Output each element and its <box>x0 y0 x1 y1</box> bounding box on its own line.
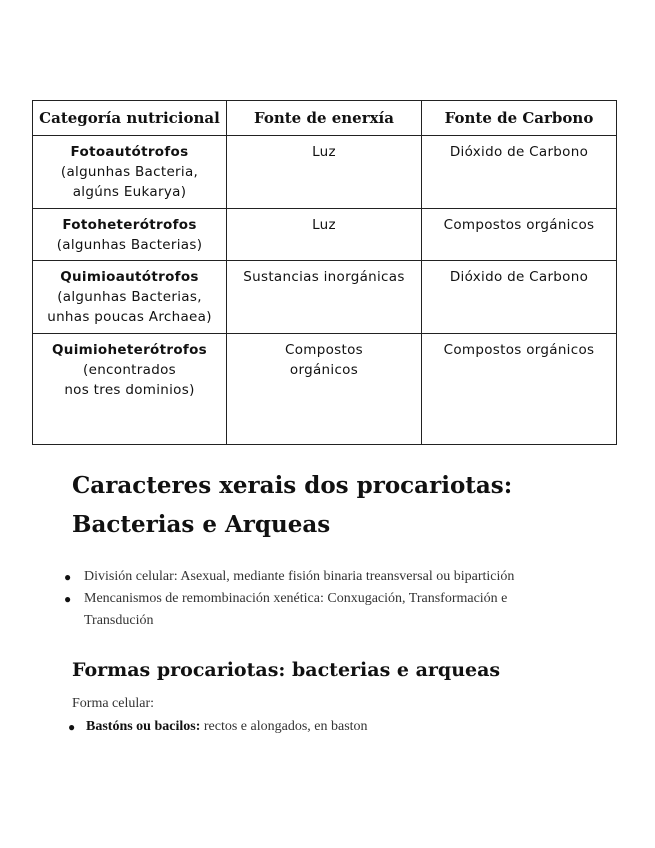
shape-term: Bastóns ou bacilos: <box>86 719 201 734</box>
carbon-cell: Dióxido de Carbono <box>422 136 617 209</box>
category-cell <box>33 261 227 334</box>
category-note: nos tres dominios) <box>64 382 195 398</box>
list-item-text: División celular: Asexual, mediante fisión binaria treansversal ou bipartición <box>84 569 515 584</box>
energy-cell <box>227 334 422 445</box>
header-energy: Fonte de enerxía <box>227 101 422 136</box>
carbon-cell: Compostos orgánicos <box>422 209 617 261</box>
energy-cell: Luz <box>227 136 422 209</box>
shape-label: Forma celular: <box>72 696 155 711</box>
category-note: (encontrados <box>83 362 176 378</box>
category-note: algúns Eukarya) <box>72 184 187 200</box>
category-note: (algunhas Bacteria, <box>60 164 199 180</box>
carbon-cell: Dióxido de Carbono <box>422 261 617 334</box>
energy-cell: Sustancias inorgánicas <box>227 261 422 334</box>
bullet-icon: ● <box>64 592 72 606</box>
list-item <box>60 566 530 588</box>
bullet-icon: ● <box>64 570 72 584</box>
bullet-icon: ● <box>68 720 76 734</box>
category-note: (algunhas Bacterias, <box>57 289 202 305</box>
section-title: Caracteres xerais dos procariotas: Bacterias e Arqueas <box>72 472 513 538</box>
category-name: Quimioautótrofos <box>60 269 199 285</box>
carbon-cell: Compostos orgánicos <box>422 334 617 445</box>
category-cell <box>33 136 227 209</box>
category-cell <box>33 334 227 445</box>
subsection-title: Formas procariotas: bacterias e arqueas <box>72 659 501 681</box>
table-row <box>33 136 617 209</box>
table-row <box>33 334 617 445</box>
energy-line: orgánicos <box>289 362 359 378</box>
header-carbon: Fonte de Carbono <box>422 101 617 136</box>
energy-line: Compostos <box>285 342 363 358</box>
category-name: Quimioheterótrofos <box>52 342 207 358</box>
table-row <box>33 261 617 334</box>
category-cell <box>33 209 227 261</box>
list-item-text: Mencanismos de remombinación xenética: Conxugación, Transformación e Transdución <box>84 591 508 628</box>
list-item <box>64 716 564 738</box>
energy-cell: Luz <box>227 209 422 261</box>
category-note: unhas poucas Archaea) <box>47 309 212 325</box>
table-row <box>33 209 617 261</box>
nutrition-table <box>32 100 617 445</box>
traits-list <box>60 566 530 632</box>
category-name: Fotoheterótrofos <box>62 217 197 233</box>
table-header-row <box>33 101 617 136</box>
shapes-list <box>64 716 564 738</box>
header-category: Categoría nutricional <box>33 101 227 136</box>
list-item <box>60 588 530 632</box>
category-note: (algunhas Bacterias) <box>56 237 203 253</box>
shape-description: rectos e alongados, en baston <box>200 719 368 734</box>
category-name: Fotoautótrofos <box>70 144 189 160</box>
